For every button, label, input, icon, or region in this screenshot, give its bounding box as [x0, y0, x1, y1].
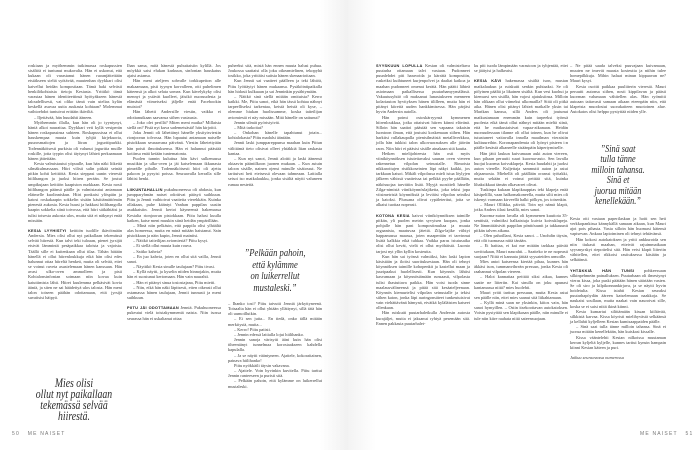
- paragraph: [127, 187, 221, 223]
- paragraph-text: Ihan sama, mitä hänestä puhuttaisiin kylillä. Jos möykkä saisi elukan karkuun, sinfonian hauskatus ajaisi asiansa.: [127, 63, 221, 79]
- page-number: 51: [685, 431, 694, 437]
- pull-quote-left: [22, 378, 126, 422]
- paragraph-text: Hän meni ateljeen sohvalle torkkupeiton alle makaamaan, pisti tyynyn korvalleen, otti puhelimen käteensä ja alkoi selata somea. Kun kävelykyky olisi mennyt ja ystävät kuolleet, jäisikö nuoruudesta ja elämästä viimeiseksi jäljelle enää Facebookin muistot?: [127, 78, 221, 110]
- section-lead-in: KESIA KÄVI: [474, 78, 502, 84]
- column-left-3-top: [228, 63, 322, 238]
- paragraph-text: – Pelkään pahoin, että kylämme on luikerrellut mustaleski.: [228, 378, 322, 389]
- paragraph: [228, 78, 322, 93]
- paragraph: [228, 316, 322, 326]
- paragraph-text: – Ei siellä ollut muuta kuin rouva.: [133, 243, 193, 249]
- paragraph: [228, 140, 322, 155]
- paragraph: [376, 115, 470, 151]
- paragraph: [376, 213, 470, 254]
- paragraph-text: – Saitko kahvia?: [133, 248, 162, 254]
- paragraph-text: Myöhemmin illalla, kun hän oli jo tyyntynyt, häntä alkoi naurattaa. Dyykkari veti kyllä vesiperän hänen roskapussinsa suhteen. Roskapussissa ei ollut hauskempaa muuta kuin tyhjiä kirjekuoria, puurosmaitojen ja litran jogurttipurkki. Todennäköisesti purkista oli valunut jogurttia muille roskille, jotta tyypin olisi täytynyt lähteä perkaamaan hänen jätteitään.: [28, 119, 122, 161]
- paragraph: [376, 254, 470, 311]
- quote-line: ollut nyt paikallaan: [35, 387, 113, 401]
- paragraph: [570, 335, 666, 350]
- paragraph-text: roskiaan ja myöhemmin tutkimassa roskapussien sisältöä ei tuntunut mukavalta. Hän ei uskonut, että kukaan oli varastanut hänen ruoanjätteitään etsiäkseen sieltä syötävää, muutenhan dyykkari olisi kaivellut heidän kompostiaan. Tämä haki selvästi henkilökohtaisia tietoja Kesiasta. Yrittikö tämä varastaa hänen identiteettinsä hyötyäkseen hänestä taloudellisesti, vai oliko tämä vain utelias kylän keskellä asuvaa uutta asukasta kohtaan? Molemmat vaihtoehdot tuntuivat erittäin ikäviltä.: [28, 63, 122, 115]
- paragraph: [127, 63, 221, 78]
- section-lead-in: YHTÄKKIÄ HÄN TUNSI: [570, 267, 635, 273]
- paragraph-text: Kun hän sai työnsä valmiiksi, hän laski lapion käsistään ja iloitsi suorituksestaan. Hän oli tehnyt köynnöksen taimille kohopenkit ja kastellut maan ja juuripaakut huolellisesti. Kun köynnös lähtisi kasvamaan ja köynnöstämään runsaasti, vilpolasta tulisi ihastuttava paikka. Hän voisi tuoda sinne maalausvälineensä ja pitää sitä kesäateljeenaan. Köynnös kiemurtelisi vilpolan seinustalle ja tekisi siihen katon, jonka läpi auringonsäteet tunkeutuisivat vain viehättävänä hämynä, eivätkä kyläläisten katseet ollenkaan.: [376, 253, 470, 311]
- paragraph-text: Tuskinpa kukaan klapikauppias teki klapeja enää käsipelillä, vaan halkomakoneella, mutta silti mies oli iskenyt varmaan kirveellä halki pölkyn, jos toisenkin.: [474, 186, 568, 203]
- paragraph: [228, 337, 322, 352]
- paragraph-text: – Kerro! Piitu patisti.: [234, 326, 271, 332]
- quote-line: Mies olisi: [54, 376, 94, 390]
- paragraph: [570, 268, 666, 309]
- paragraph: [570, 84, 666, 115]
- paragraph-text: pohkeessaan silkinpehmeän painalluksen. Puutarhaan oli ilmestynyt vieras kissa, joka puski päätään hänen sääriään vasten. Se oli siro ja kilpikonnankirjava, ja se näytti hyvin hoidetulta. Kissa istahti Kesian seuraksi puutarhapöydän ääreen katselemaan naakkoja. Se naukaisi soullaan, mutta naakat vain nauroivat sille, koska se ei saisi niitä ikinä kiinni.: [570, 267, 666, 309]
- paragraph-text: – Iljettävää, hän huudahti ääneen.: [34, 114, 93, 120]
- paragraph-text: Puolen tunnin kuluttua hän kävi sulkemassa musiikin ja ulko-oven ja jäi katselemaan ikkunasta pimeälle pihalle. Todennäköisesti hiiri oli ajettu pakoon ja pysyisi poissa. Seuraavalla kerralla sille lähtisi henki.: [127, 155, 221, 182]
- paragraph: [228, 353, 322, 363]
- paragraph-text: pukuhuoneessa oli ahdasta, kun jumpparyhmän naiset odottivat pääsyä suihkuun. Piitu ja Jennii vaihtoivat vaatteita vierekkäin. Kuinka ollakaan, puhe kääntyi Vanhan pappilan uusiin asukkaisiin. Jennii kertoi käyneensä hakemassa Kesialta rionjoorun pistokkaan. Piitu halusi kuulla kaiken, katse meni muukin siinä heidän ympärillään.: [127, 186, 221, 223]
- paragraph-text: Jenniä. Pukuhuoneessa pukeutui vielä toistakymmentä naista. Niin isossa seurassa hän ei uskaltanut ottaa: [127, 305, 221, 321]
- paragraph-text: – Ei sen jutta... En tiedä, onko tällä mitään merkitystä, mutta...: [228, 316, 322, 327]
- paragraph: [474, 233, 568, 243]
- paragraph: [474, 274, 568, 289]
- paragraph-text: – Mitä tarkoitat?: [234, 124, 263, 130]
- paragraph: [474, 243, 568, 258]
- paragraph-text: Jennii laski jumppareppunsa maahan kuin Piitun välittämä tieto olisivat olleet yhtäkkiä liian raskasta kantaa.: [228, 140, 322, 156]
- paragraph-text: Hän kokosi autokatoksen ja yritti ankkuroida sen niin tiukasti maahan, etteivät rajuimmatkaan syysmyrskyt riepottelisi sitä. Hän veisi klapit liiteriin vähitellen, ettei rikkoisi rasituksessa käsiään ja selkäänsä.: [570, 236, 666, 263]
- paragraph-text: Piitu nyökkäili täysin vakavana.: [234, 362, 290, 368]
- column-left-2: [127, 63, 221, 421]
- paragraph: [127, 254, 221, 264]
- quote-line: tulla tänne: [600, 154, 636, 166]
- paragraph: [127, 305, 221, 320]
- section-lead-in: KESIA LYYHISTYI: [28, 227, 67, 233]
- continued-note: Jatkuu seuraavassa numerossa: [570, 355, 624, 361]
- paragraph-text: – Ja se näytti vääntyneen. Ajattele, kokoraitainen, painava hiilihanko!: [228, 352, 322, 363]
- paragraph-text: – Ihanko tosi? Piitu taivutti Jenniä järkyttyneenä. Toisaalta hän ei ollut yhtään yllättynyt, sillä tätä hän oli uumoillutkin.: [228, 301, 322, 317]
- paragraph: [570, 216, 666, 237]
- paragraph: [228, 368, 322, 378]
- paragraph-text: Hän jätti laukun kuivumaan auki auton viereen, kun pihaan peruutti suuri kuorma-auto. Sen lavalla huojui kuorma koivuklapeja. Kesia huudahti ja juoksi auton vierelle. Kuljettaja sammutti auton ja astui ohjaamosta. Miehellä oli päällään oranssi työtakki, mutta sekään ei voinut peittää sitä, kuinka lihaksikkaat tämän olkavarret olivat.: [474, 150, 568, 187]
- paragraph-text: ku piti tuoda lämpimään varastoon ja tyhjentää, ettei se jäätyisi ja halkeaisi.: [474, 63, 568, 74]
- column-left-3-bottom: [228, 301, 322, 389]
- paragraph: [570, 237, 666, 263]
- paragraph-text: – Onkohan hänelle tapahtunut jotain... kohtalokasta? Piitu madalsi ääntään.: [228, 130, 322, 141]
- pull-quote-middle: [226, 248, 324, 294]
- paragraph-text: – Joko olet perillä? Miten meni matka? Millaista siellä on? Pistä nyt kuva sademetsästä! hän kirjoitti.: [127, 119, 221, 130]
- paragraph: [474, 78, 568, 150]
- quote-line: hiirestä.: [58, 409, 90, 423]
- paragraph: [474, 151, 568, 187]
- paragraph: [376, 151, 470, 208]
- paragraph-text: Mies antoi katseensa kiertää pihaa, kunnes hän äkkäsi ison, tummanvihreän pressun, jonka Kesia oli raahannut vilpolan viereen.: [474, 258, 568, 275]
- paragraph-text: Jennin silmät pyöristyivät.: [234, 119, 280, 125]
- quote-line: juorua mitään: [594, 185, 642, 197]
- paragraph: [570, 309, 666, 324]
- column-right-3-bottom: [570, 216, 666, 424]
- paragraph-text: Kun Jennii sai vaatteet päälleen ja teki lähtöä, Piitu lyöttäytyi hänen mukaansa. Pysäköintipaikalla hän hidasti kulkuaan ja sai Jenninkin pysähtymään.: [228, 78, 322, 94]
- paragraph-text: – Hän ei pitänyt sinua tosiostajana, Piitu mietti.: [133, 279, 216, 285]
- paragraph: [474, 213, 568, 234]
- paragraph-text: – Kun nyt sanot, Jennii aloitti ja laski äänensä oktaavin pääntilkoon juonen mukaan. – Kun astuin taloon sisälle, nainen ojensi minulle sisätossut. Ne tarttuivat heti eteisessä olevaan tahmeaan. Lattialla seisoi iso matkalaukku, jonka sisältä näytti valuneen rumaa nestettä.: [228, 155, 322, 187]
- paragraph: [474, 202, 568, 212]
- paragraph-text: Kesia valmistautui yöpuulle, kun hän näki liikettä silmäkulmassaan. Hiiri vilisti salin pitkää seinää pitkin kohti keittiötä. Kesia sieppasi uunin vierestä hiilihangon ja juoksi hiiren perään. Se joutui umpikujaan keittiön kaapiston nurkkaan. Kesia nosti hiilihangon päänsä päälle ja valmistautui antamaan eläimelle kuolinniskun. Hiiri ponkaisi ylöspäin ja katosi roskakaapin sokkelin sisään käsittämättömän pienestä aukosta. Kesia huusi ja hakkasi hiilihangolla kaapin sokkelia siinä toivossa, että hiiri säikähtäisi ja tulisi toisesta aukosta ulos, mutta sitä ei näkynyt enää missään.: [28, 160, 122, 223]
- paragraph: [28, 161, 122, 223]
- paragraph-text: kaivoi viiniköynnöksen taimille pitkän, yli puolen metrin syvyisen kuopan, jonka pohjalle hän pani kompostimultaa ja muuta orgaanista, maatuvaa jätettä. Zilga-lajike viihtyi happamassa maassa, joten maaperään ei tarvinnut lisätä kalkkia eikä tuhkaa. Vaikka paras istutusaika olisi ollut kevät, vielä ei ollut myöhäistä. Luonto tarjosi nyt yllin kyllin kosteutta.: [376, 212, 470, 254]
- paragraph-text: – Näyttikö Kesia sinulle taulujaan? Piitu tivasi.: [133, 264, 215, 270]
- paragraph: [474, 259, 568, 274]
- paragraph-text: Hän lähetti Andersille viestin, vaikka ei odottanutkaan saavansa siihen vastausta.: [127, 109, 221, 120]
- paragraph-text: Hän ruiskutti puutarhaletkulla Andersin autosta kurajäljet, mutta ei jaksanut ryhtyä pesemään sitä. Ennen pakkasia puutarhalet-: [376, 310, 470, 326]
- section-lead-in: KOTONA KESIA: [376, 212, 410, 218]
- paragraph-text: Kesia otti vastaan paperilaskun ja hoiti sen heti verkkopankissa kännykällä samaan aikaan, kun Mauri ajoi pois pihasta. Vasta silloin hän huomasi kätensä vapisevan. Ankara lapioiminen oli tehnyt tehtävänsä.: [570, 216, 666, 237]
- paragraph: [228, 156, 322, 187]
- paragraph: [228, 378, 322, 388]
- pull-quote-right: [570, 145, 666, 207]
- paragraph-text: hakemassa sisältä ison, mustan matkalaukun ja ruiskutti senkin puhtaaksi. Se oli pölyinen päältä ja likainen sisältä. Kun vesi kuohui ja kiemursi sen sisällä, hän vajosi ajatuksiinsa. Milloin hän olikaan ollut viimeksi ulkomailla? Siitä oli pitkä aika. Hänen olisi pitänyt lähteä matkalle yksin tai Marikan kanssa, sillä Anders oli joutunut matkustamaan enemmän kuin tarpeeksi työnsä puolesta eikä tämä ollut nähnyt mitään mieltä siinä, että he matkustaisivat vapaa-aikanaan. Heidän nuoruudessaan tilanne oli ollut toinen, kun he olivat tutustuneet vaitavalla innolla maailman vieraisiin kulttuureihin. Koronapandemia oli lyönyt pisteen i:n päälle kesästä alkaneelle sisäänpäin käpertymiselle.: [474, 78, 569, 151]
- paragraph: [228, 63, 322, 78]
- paragraph: [28, 63, 122, 115]
- paragraph-text: – Kyllä näytti, ja kyselin niiden hinnojakin, mutta hän ei suostunut kertomaan. Hän vain naurahti.: [127, 269, 221, 280]
- paragraph: [127, 130, 221, 156]
- quote-line: tekemässä selvää: [40, 398, 108, 412]
- page-number: 50: [12, 431, 20, 437]
- paragraph-text: – En juo kahvia, joten en ollut sitä vailla, Jennii sanoi.: [127, 253, 221, 264]
- paragraph-text: Hän poimi ostoskärryynsä kymmenen hiirenloukkua, jotka ottaisivat hiiren kiinni elävänä. Silloin hän saattoi päästää sen vapaana takaisin luontoon ilman, että joutuisi koskemaan siihen. Hän harkitsi rullakaupalla pienisilmäistä metalliverkkoa, jolla hän tukkisi talon ulkovuorauksen alle jäävän raon. Niin hiiri ei pääsisi sisälle ainakaan sitä kautta.: [376, 114, 470, 151]
- paragraph-text: – Näitkö taiteilijan aviomiestä? Piitu kysyi.: [133, 238, 209, 244]
- paragraph-text: keittiön tuolille ikävöimään Andersia. Mies olisi ollut nyt paikallaan tekemässä selvää hiirestä. Kun talvi teki tuloaan, pienet jyrsijät etsivät lämmintä pesäpaikkaa taloista ja vajoista. Täällä sille ei kuitenkaan ollut tilaa. Tähän hätään hänellä ei ollut hiirenloukkuja eikä hän olisi edes halunnut ottaa hiireltä henkeä, mutta oli selvää, ettei se voinut ruveta asustelemaan hänen kanssaan. Hän avasi ulko-oven ammolleen ja pisti Kohtalonsinfonian soimaan niin kovaa kuin kaiuttimista lähti. Hiiret kuulemma pelkäsivät kovia ääniä, ja siten ne sai häädettyä ulos talosta. Hän meni talon toiseen päähän odottamaan, että jyrsijä suvaitsisi häipyä.: [28, 227, 122, 301]
- paragraph-text: Mauri yritti tarttua pressuun, mutta Kesia astui sen päälle niin, ettei mies saanut sitä liikahtamaan.: [474, 289, 568, 301]
- paragraph-text: – Näitkö sinä siellä mitään omituista? Kerro kaikki. Me, Piitu sanoi, eikä hän tässä kohtaa nähnyt tarpeelliseksi tarkentaa, keistä heistä oli kyse, – olemme hiukan huolissamme, koska taiteilijan aviomiestä ei näy missään. Mitä hänelle on sattunut?: [228, 93, 322, 120]
- paragraph-text: Joku Jennii oli lähettänyt hänelle yksityisviestin rionjoorun tolvossa. Hän lupautui antamaan naiselle pistokkaan seuraavana päivänä. Viestin lähetettyään hän poisti ilmoituksensa. Hän ei halunnut päästää kotiinsa enää ketään tuntematonta.: [127, 130, 221, 156]
- paragraph: [127, 156, 221, 182]
- footer-left: [12, 431, 66, 437]
- paragraph-text: Kesian oli valmisteltava puutarha ottamaan talvi vastaan. Pudonneet puunlehdet piti haravoida ja kärrätä kompostiin, ruskeiksi kuihtuneet kurjenpolvet ja daaliat katkoa ja maahan pudonneet omenat kerätä. Hän päätti lähteä asioimaan paikallisessa puutarhamyymälässä. Vakuutusyhtiö oli maksanut lunastukseen menneen kolariauton hyvityksen hänen tililleen, mutta hän ei pitänyt kiirettä uuden hankkimisessa. Hän pärjäsi hyvin Andersin autolla.: [376, 63, 470, 115]
- quote-line: on luikerrellut: [250, 270, 300, 282]
- paragraph: [570, 63, 666, 84]
- paragraph: [228, 94, 322, 120]
- paragraph: [28, 228, 122, 300]
- paragraph-text: puheeksi sitä, mistä hän ennen muuta halusi puhua. Joukossa saattaisi olla joku oikeamielinen, tekopyhä tosikko, joka yrittäisi suitsia hänen skenaarioitaan.: [228, 63, 322, 79]
- paragraph: [127, 109, 221, 119]
- right-page: [348, 0, 696, 450]
- paragraph: [228, 130, 322, 140]
- paragraph-text: – Ne pitää saada talveksi puuvajaan kuivamaan, muuten ne imevät maasta kosteutta ja niihin tulee homepilkkuja. Mihin haluat minun kippaavan ne? Mauri kysyi.: [570, 63, 666, 84]
- quote-line: ”Pelkään pahoin,: [244, 247, 306, 259]
- quote-line: Sinä et: [606, 175, 630, 187]
- column-right-3-top: [570, 63, 666, 135]
- quote-line: että kylämme: [252, 258, 298, 271]
- paragraph-text: – Ajattele. Voin hyvinkin kuvitella. Piitu tarttui Jennin ranteeseen ja puristi sitä.: [228, 368, 322, 379]
- paragraph: [474, 187, 568, 202]
- section-lead-in: LIIKUNTAHALLIN: [127, 186, 163, 192]
- section-lead-in: PIITU JÄI ODOTTAMAAN: [127, 305, 179, 311]
- paragraph-text: – Sinä saat tulla tänne milloin tahansa. Sinä et juorua mitään kenellekään, hän kuiskasi kissalle.: [570, 324, 666, 335]
- quote-line: milloin tahansa.: [591, 164, 645, 176]
- quote-line: kenellekään.”: [595, 196, 641, 208]
- paragraph: [474, 63, 568, 73]
- paragraph: [127, 120, 221, 130]
- paragraph: [127, 223, 221, 238]
- paragraph: [474, 300, 568, 321]
- column-right-2: [474, 63, 568, 421]
- paragraph-text: – Ei haittaa, ei kai me mitään tarkkaa päivää sovittukaan, Mauri naurahti. – Saatteko te ne nopeasti suojaan? Niitä ei kannata jättää syysateiden armoille.: [474, 243, 568, 259]
- quote-line: ”Sinä saat: [600, 144, 636, 155]
- paragraph: [28, 120, 122, 161]
- paragraph-text: Kesia osoitti paikkaa puuliiterin vierestä. Mauri peruutti autonsa siihen, nosti kippilavan ja päästi kuorman valumaan vähitellen alas. Hän ryömitti autoaan taitavasti samaan aikaan eteenpäin niin, että klapeista muodostui suorakaiteen muotoinen alue. Autokatos olisi helppo pystyttää niiden ylle.: [570, 83, 666, 115]
- paragraph-text: – Halot kannattaa peittää siksi aikaa, kunnes saatte ne liiteriin. Kai sinulla on joku apunasi kantamassa niitä? mies huolehti.: [474, 274, 568, 290]
- paragraph-text: Hetken mielijohteesta hän osti myös viiniköynnöksen istutettavaksi saunan oven viereen rakennetun vilpolan seinustalle. Rimoista nikkaroitujen ristikkoseinien läpi näkyi kaikki, jos tarkkaan katsoi. Mikäli vilpolassa mieli istua löylyjen jälkeen vähissä vaatteissa tai pelkkä pyyhe päällään, näkösuojaa tarvittiin lisää. Myyjä suositteli hänelle Zilga-nimistä viiniköynnöslajiketta, joka tekisi jopa viisimetrisiä köynnöksiä ja leviäisi vilpolan seiniksi ja katoksi. Plussana olivat rypäleterttut, joita se alkaisi tuottaa nopeasti.: [376, 150, 470, 208]
- magazine-name: ME NAISET: [640, 431, 678, 437]
- paragraph: [376, 310, 470, 325]
- paragraph: [570, 324, 666, 334]
- quote-line: mustaleski.”: [253, 281, 297, 294]
- paragraph-text: – Kyllä minä saan ne yksinkin, kiitos vain, hän sanoi hymyillen. – Ostin itsekoottavan autokatoksen. Voisin pystyttää sen klapikasan päälle, niin minulle ei tule niin kiire raahata niitä sateensuojaan.: [474, 300, 568, 321]
- paragraph: [376, 63, 470, 115]
- paragraph: [127, 285, 221, 300]
- column-right-1: [376, 63, 470, 421]
- paragraph: [127, 269, 221, 279]
- paragraph-text: – Minä niin pelkäsin, että pappila olisi ylhäältä alas homeessa, mutta en minä mitään haistanut. Sain pistokkaan ja näin kupin, Jennii mainitsi.: [127, 222, 221, 239]
- section-lead-in: SYYSKUUN LOPULLA: [376, 63, 423, 68]
- magazine-name: ME NAISET: [27, 431, 66, 437]
- paragraph: [228, 301, 322, 316]
- paragraph-text: Kesia kumartui silittämään kissan kiiltävää, silkkistä karvaa. Kissa köyristi mielihyvästä selkäänsä ja kellahti kyljelleen Kesian kumisaappaiden päälle.: [570, 308, 666, 325]
- paragraph-text: – Jennin edessä lattialla lojui hiilihanko.: [234, 331, 304, 337]
- paragraph-text: Kissa vääntelehti Kesian nilkoissa muutaman kerran kyljeltä kyljelle, kunnes tarttui kynsin hampain kiinni Kesian käteen ja puri.: [570, 334, 666, 350]
- footer-right: [640, 431, 694, 437]
- paragraph-text: – Olen pahoillani, Kesia sanoi. – Unohdin täysin, että olit tuomassa niitä tänään.: [474, 233, 568, 244]
- paragraph: [474, 290, 568, 300]
- paragraph-text: Jennin sanoja värisytti ääni kuin hän olisi tiheentänyt tunnelmaa korostaakseen kahdella kapulalla.: [228, 337, 322, 353]
- paragraph-text: – Mauri Ollikka, päivää. Toin nyt nämä klapit, jotka Anders tilasi kesällä, mies sanoi.: [474, 202, 568, 213]
- paragraph-text: Kuorma-auton lavalla oli kymmenen kuutiota 35-senttisiä, valmiiksi halkaistuja kuivia koivuklapeja. Ne lämmittäisivät pappilan pönttöuunit ja takkauunit pitkän talven aikana.: [474, 212, 568, 233]
- paragraph: [127, 78, 221, 109]
- paragraph-text: – Niin, eikä hän näki läpitsesti, etten oikeasti ollut ostamassa hänen taulujaan, Jennii tunnusti ja meni suihkuun.: [127, 284, 221, 301]
- column-left-1: [28, 63, 122, 376]
